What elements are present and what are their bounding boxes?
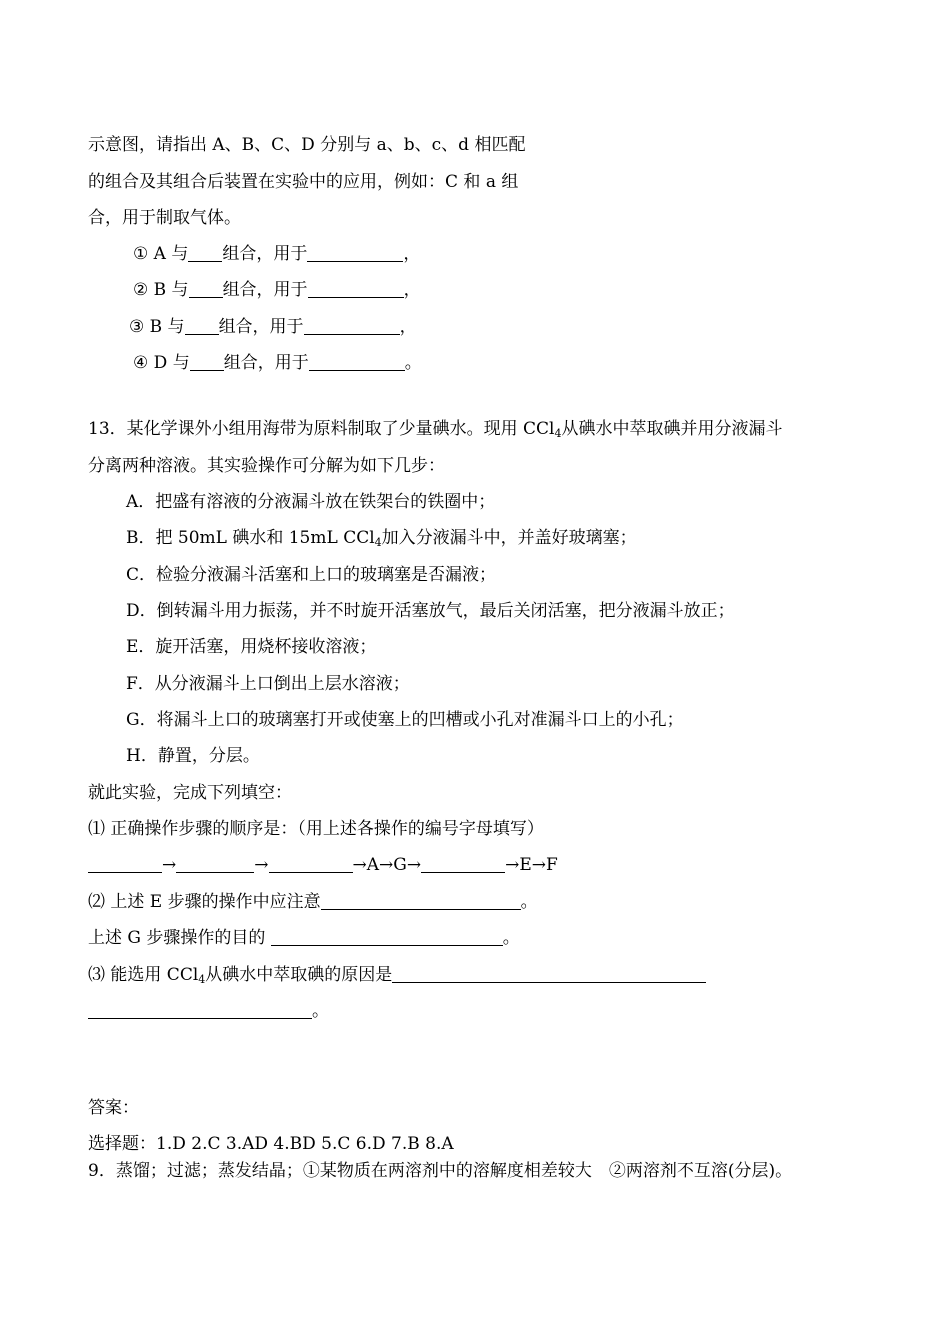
part-text: ⑶ 能选用 CCl (88, 965, 199, 985)
item-letter: A 与 (153, 244, 189, 264)
part-text: 上述 G 步骤操作的目的 (88, 928, 271, 948)
step-text: B．把 50mL 碘水和 15mL CCl (126, 528, 375, 548)
q13-sequence-line (88, 854, 558, 876)
q13-lead: 就此实验，完成下列填空： (88, 783, 292, 803)
arrow: → (531, 855, 547, 875)
item-number: ② (133, 280, 149, 300)
q13-stem-line-1 (88, 418, 783, 440)
arrow: → (406, 855, 422, 875)
part-end: 。 (502, 928, 520, 948)
seq-letter-e: E (519, 855, 532, 875)
q13-step-b (126, 527, 637, 549)
q13-stem-text: 13．某化学课外小组用海带为原料制取了少量碘水。现用 CCl (88, 419, 555, 439)
q13-stem-text: 从碘水中萃取碘并用分液漏斗 (561, 419, 783, 439)
q13-step-a: A．把盛有溶液的分液漏斗放在铁架台的铁圈中； (126, 492, 496, 512)
item-mid: 组合，用于 (222, 244, 308, 264)
arrow: → (352, 855, 367, 875)
q13-part-2 (88, 891, 538, 913)
seq-letter-g: G (393, 855, 407, 875)
item-number: ④ (133, 353, 149, 373)
part-end: 。 (312, 1001, 329, 1021)
q12-item-3 (129, 316, 417, 338)
blank-line[interactable] (321, 891, 521, 910)
subscript-4: 4 (198, 973, 206, 986)
item-end: ， (403, 280, 421, 300)
blank-line[interactable] (304, 316, 400, 335)
subscript-4: 4 (554, 427, 562, 440)
item-letter: B 与 (149, 317, 185, 337)
item-mid: 组合，用于 (223, 353, 309, 373)
q12-intro-line-2: 的组合及其组合后装置在实验中的应用，例如：C 和 a 组 (88, 172, 519, 192)
blank-line[interactable] (271, 927, 503, 946)
q13-step-f: F．从分液漏斗上口倒出上层水溶液； (126, 674, 410, 694)
item-number: ③ (129, 317, 145, 337)
q13-step-d: D．倒转漏斗用力振荡，并不时旋开活塞放气，最后关闭活塞，把分液漏斗放正； (126, 601, 735, 621)
blank-line[interactable] (308, 279, 404, 298)
blank-line[interactable] (189, 279, 223, 298)
q13-part-3 (88, 964, 706, 986)
blank-line[interactable] (185, 316, 219, 335)
seq-letter-f: F (546, 855, 558, 875)
blank-line[interactable] (421, 854, 505, 873)
q13-step-e: E．旋开活塞，用烧杯接收溶液； (126, 637, 377, 657)
blank-line[interactable] (392, 964, 706, 983)
item-number: ① (133, 244, 149, 264)
q12-intro-line-3: 合，用于制取气体。 (88, 208, 241, 228)
item-end: 。 (404, 353, 422, 373)
q13-part-3-continued (88, 1000, 329, 1022)
blank-line[interactable] (88, 854, 162, 873)
answers-multiple-choice: 选择题：1.D 2.C 3.AD 4.BD 5.C 6.D 7.B 8.A (88, 1134, 454, 1154)
blank-line[interactable] (309, 352, 405, 371)
arrow: → (379, 855, 394, 875)
blank-line[interactable] (190, 352, 224, 371)
q12-item-4 (133, 352, 422, 374)
q13-part-1: ⑴ 正确操作步骤的顺序是：（用上述各操作的编号字母填写） (88, 819, 544, 839)
part-end: 。 (520, 892, 538, 912)
answers-q9: 9．蒸馏；过滤；蒸发结晶；①某物质在两溶剂中的溶解度相差较大 ②两溶剂不互溶(分层)。 (88, 1161, 793, 1181)
q13-step-h: H．静置，分层。 (126, 746, 260, 766)
item-end: ， (399, 317, 417, 337)
blank-line[interactable] (88, 1000, 312, 1019)
part-text: 从碘水中萃取碘的原因是 (205, 965, 393, 985)
item-mid: 组合，用于 (218, 317, 304, 337)
item-mid: 组合，用于 (222, 280, 308, 300)
q13-stem-line-2: 分离两种溶液。其实验操作可分解为如下几步： (88, 456, 445, 476)
arrow: → (254, 855, 269, 875)
arrow: → (505, 855, 520, 875)
blank-line[interactable] (176, 854, 254, 873)
subscript-4: 4 (374, 536, 382, 549)
item-end: ， (403, 244, 421, 264)
q12-intro-line-1: 示意图，请指出 A、B、C、D 分别与 a、b、c、d 相匹配 (88, 135, 526, 155)
blank-line[interactable] (269, 854, 353, 873)
step-text: 加入分液漏斗中，并盖好玻璃塞； (381, 528, 637, 548)
item-letter: D 与 (153, 353, 190, 373)
q12-item-2 (133, 279, 421, 301)
q12-item-1 (133, 243, 420, 265)
blank-line[interactable] (188, 243, 222, 262)
seq-letter-a: A (366, 855, 380, 875)
item-letter: B 与 (153, 280, 189, 300)
q13-step-g: G．将漏斗上口的玻璃塞打开或使塞上的凹槽或小孔对准漏斗口上的小孔； (126, 710, 684, 730)
part-text: ⑵ 上述 E 步骤的操作中应注意 (88, 892, 321, 912)
blank-line[interactable] (307, 243, 403, 262)
answers-label: 答案： (88, 1098, 139, 1118)
q13-step-c: C．检验分液漏斗活塞和上口的玻璃塞是否漏液； (126, 565, 497, 585)
arrow: → (162, 855, 177, 875)
q13-part-2b (88, 927, 520, 949)
